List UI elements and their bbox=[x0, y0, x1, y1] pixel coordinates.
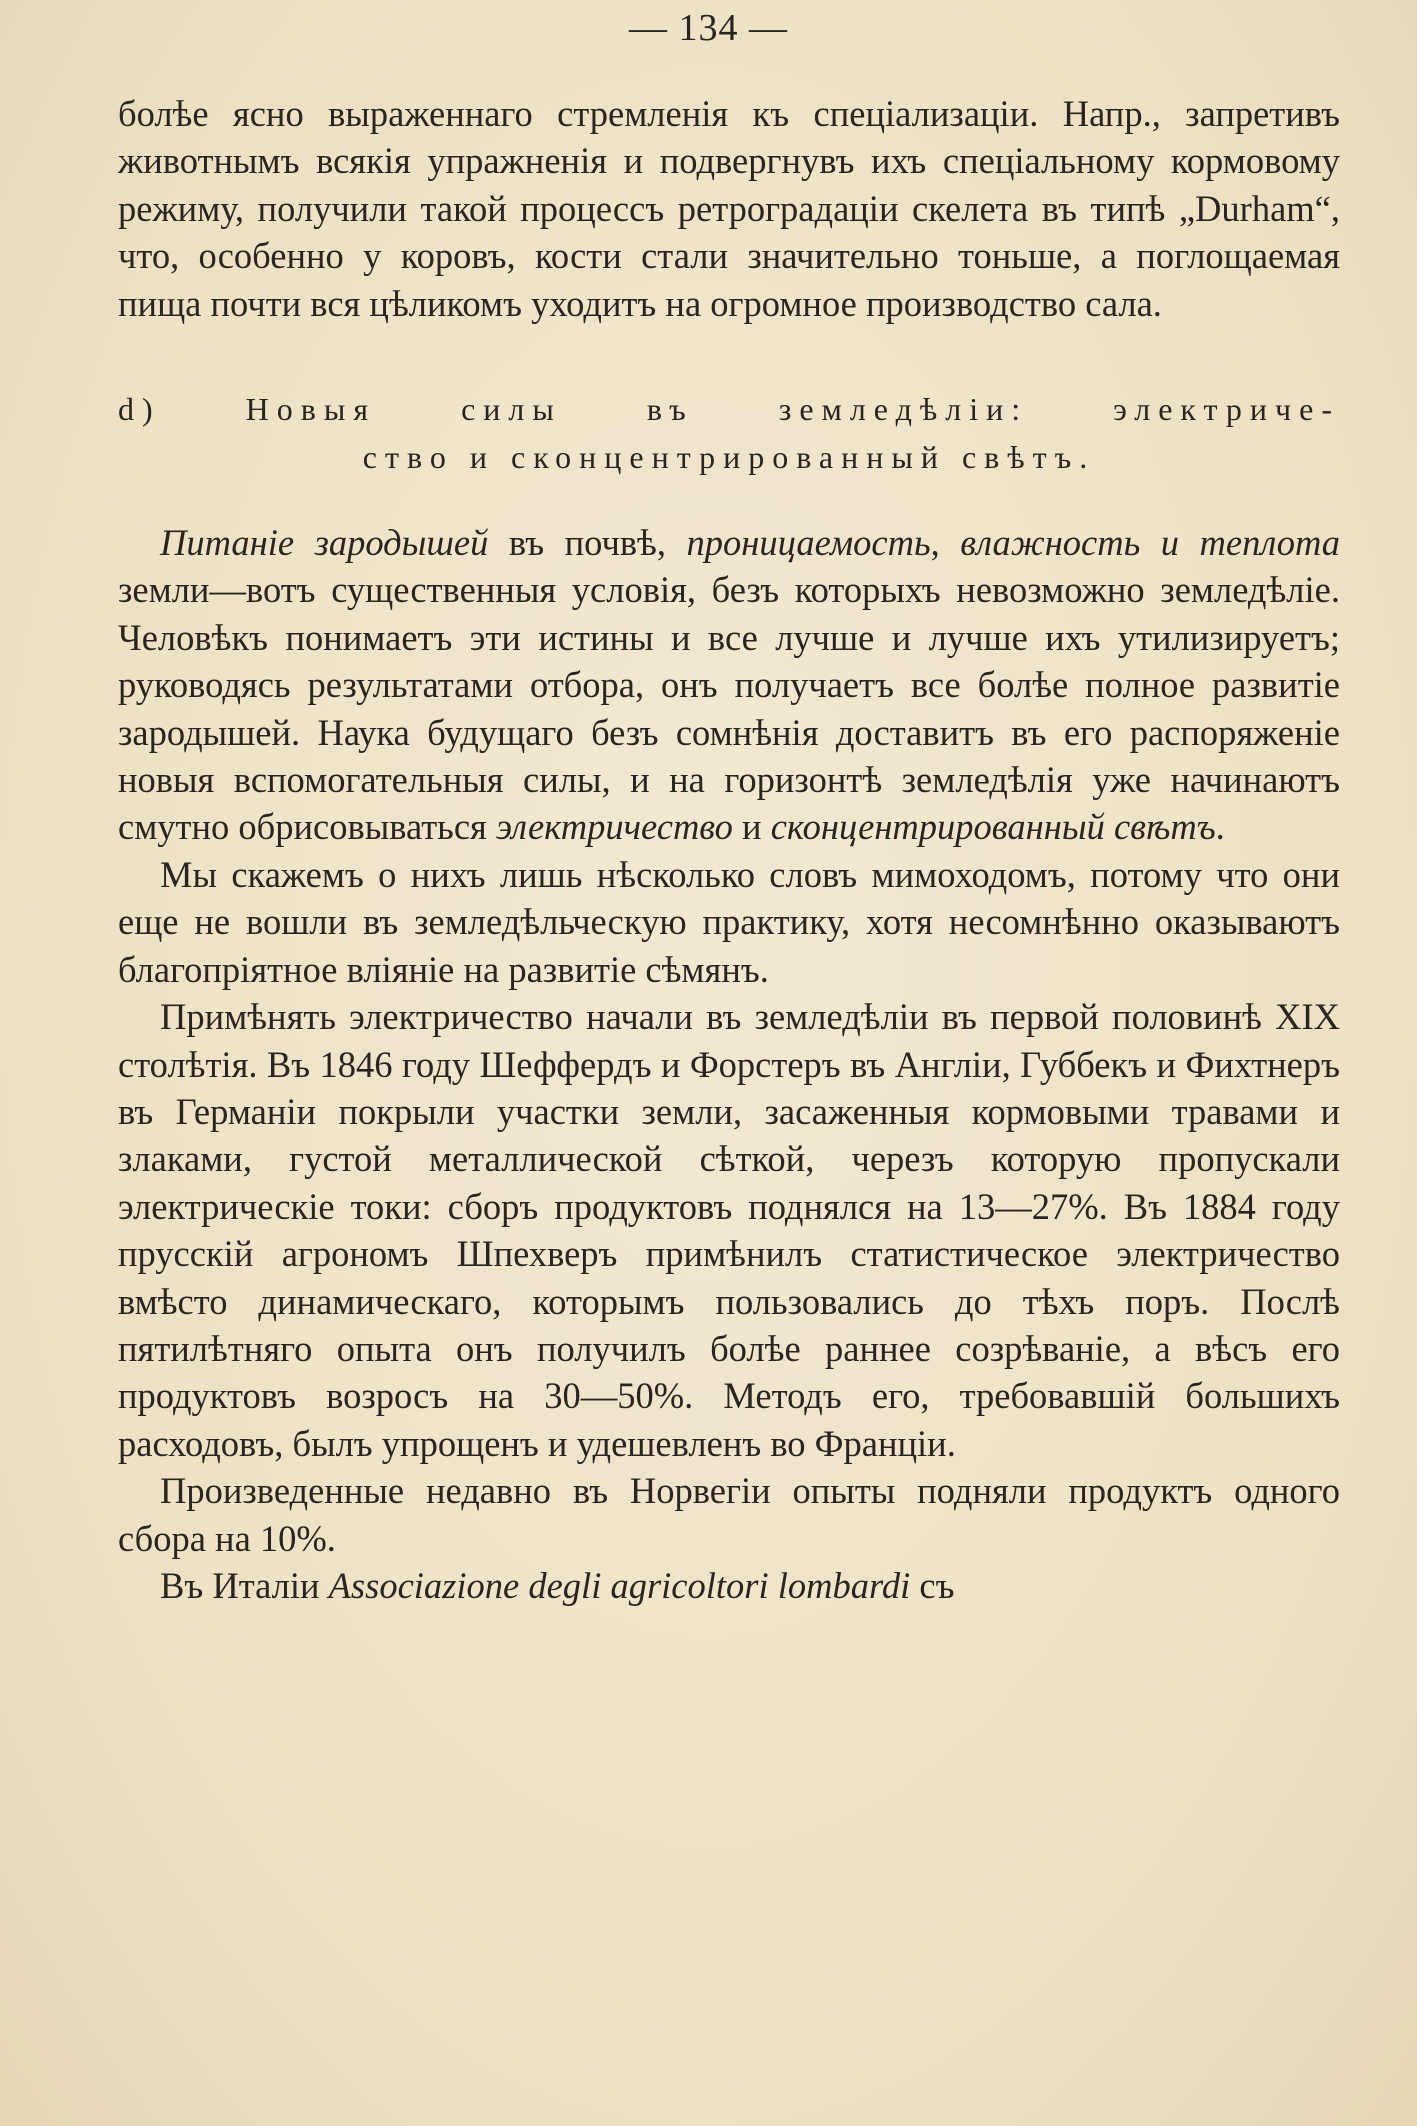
section-heading-line-2: ство и сконцентрированный свѣтъ. bbox=[362, 439, 1096, 476]
text-run: и bbox=[732, 806, 771, 848]
text-run: . bbox=[1215, 806, 1225, 848]
section-heading bbox=[118, 385, 1340, 481]
section-heading-line-1: d) Новыя силы въ земледѣліи: электриче- bbox=[118, 391, 1340, 428]
paragraph-norway: Произведенные недавно въ Норвегіи опыты подняли продуктъ одного сбора на 10%. bbox=[118, 1470, 1340, 1559]
text-run: съ bbox=[910, 1564, 955, 1606]
italic-term: электричество bbox=[495, 806, 733, 848]
paragraph-in-passing: Мы скажемъ о нихъ лишь нѣсколько словъ мимоходомъ, потому что они еще не вошли въ земледѣльческую практику, хотя несомнѣнно оказываютъ благопріятное вліяніе на развитіе сѣмянъ. bbox=[118, 853, 1340, 990]
text-run: , bbox=[930, 522, 961, 564]
text-run: Въ Италіи bbox=[160, 1564, 329, 1606]
page-text bbox=[118, 90, 1340, 1609]
paragraph-electricity-history: Примѣнять электричество начали въ земледѣліи въ первой половинѣ XIX столѣтія. Въ 1846 году Шеффердъ и Форстеръ въ Англіи, Губбекъ и Фихтнеръ въ Германіи покрыли участки земли, засаженныя кормовыми травами и злаками, густой металлической сѣткой, черезъ которую пропускали электрическіе токи: сборъ продуктовъ поднялся на 13—27%. Въ 1884 году прусскій агрономъ Шпехверъ примѣнилъ статистическое электричество вмѣсто динамическаго, которымъ пользовались до тѣхъ поръ. Послѣ пятилѣтняго опыта онъ получилъ болѣе раннее созрѣваніе, а вѣсъ его продуктовъ возросъ на 30—50%. Методъ его, требовавшій большихъ расходовъ, былъ упрощенъ и удешевленъ во Франціи. bbox=[118, 996, 1340, 1464]
italic-term: влажность и теплота bbox=[960, 522, 1341, 564]
italic-term: Питаніе зародышей bbox=[160, 522, 489, 564]
italic-term: сконцентрированный свѣтъ bbox=[770, 806, 1216, 848]
page-number: — 134 — bbox=[629, 7, 788, 49]
italic-term: проницаемость bbox=[686, 522, 931, 564]
text-run: земли—вотъ существенныя условія, безъ которыхъ невозможно земледѣліе. Человѣкъ понимаетъ эти истины и все лучше и лучше ихъ утилизируетъ; руководясь результатами отбора, онъ получаетъ все болѣе полное развитіе зародышей. Наука будущаго безъ сомнѣнія доставитъ въ его распоряженіе новыя вспомогательныя силы, и на горизонтѣ земледѣлія уже начинаютъ смутно обрисовываться bbox=[118, 569, 1340, 848]
paragraph-durham: болѣе ясно выраженнаго стремленія къ спеціализаціи. Напр., запретивъ животнымъ всякія упражненія и подвергнувъ ихъ спеціальному кормовому режиму, получили такой процессъ ретроградаціи скелета въ типѣ „Durham“, что, особенно у коровъ, кости стали значительно тоньше, а поглощаемая пища почти вся цѣликомъ уходитъ на огромное производство сала. bbox=[118, 93, 1340, 324]
paragraph-italy bbox=[118, 1562, 1340, 1609]
text-run: въ почвѣ, bbox=[488, 522, 687, 564]
paragraph-germ-nutrition bbox=[118, 519, 1340, 851]
italic-term: Associazione degli agricoltori lombardi bbox=[328, 1564, 911, 1606]
